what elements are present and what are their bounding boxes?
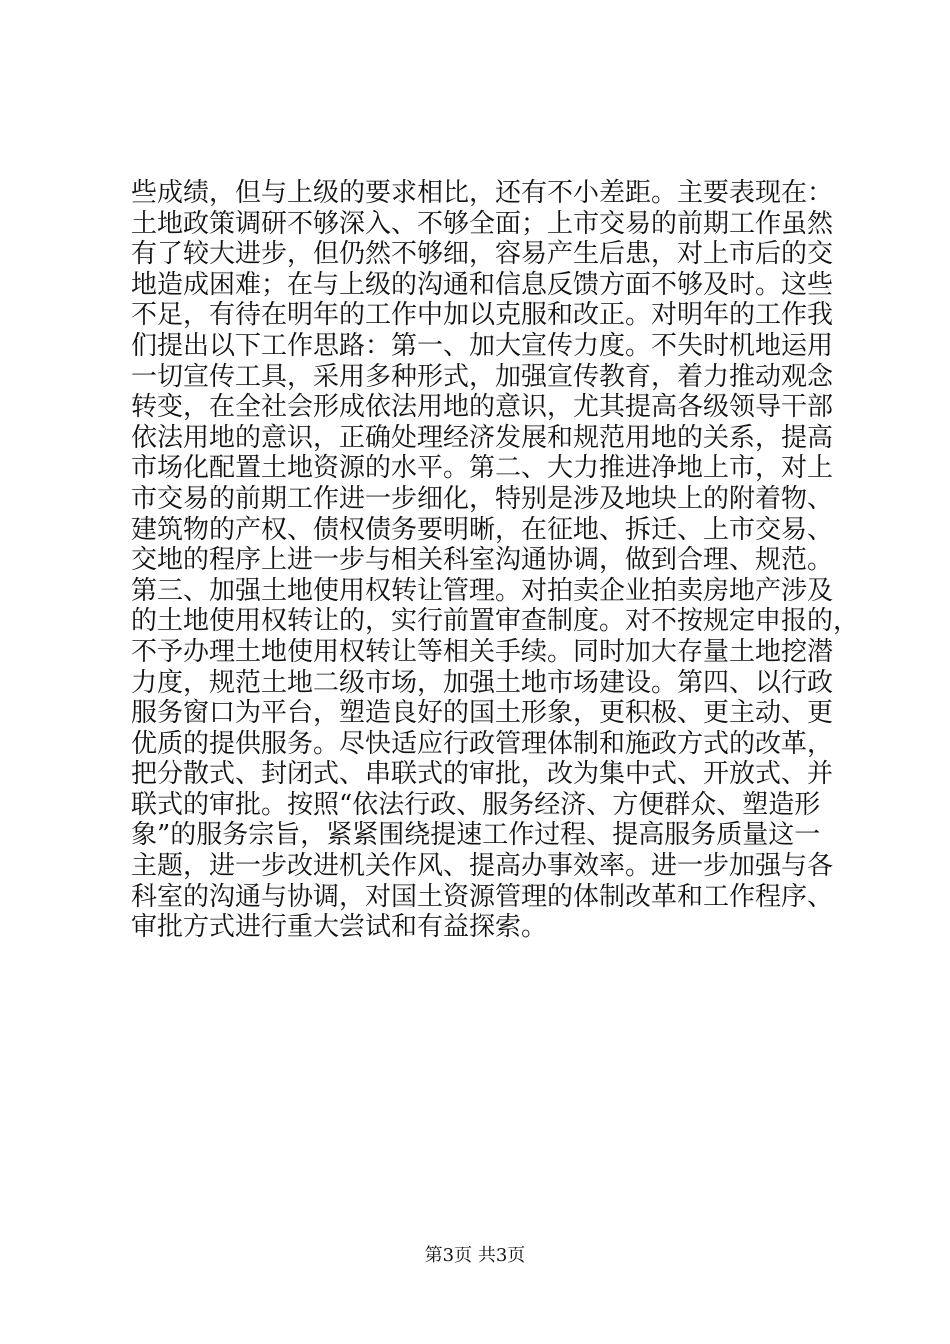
text-line: 优质的提供服务。尽快适应行政管理体制和施政方式的改革， — [131, 728, 834, 759]
page-number-footer: 第3页 共3页 — [424, 1245, 526, 1266]
text-line: 一切宣传工具，采用多种形式，加强宣传教育，着力推动观念 — [131, 361, 834, 392]
text-line: 的土地使用权转让的，实行前置审查制度。对不按规定申报的， — [131, 606, 860, 637]
text-line: 有了较大进步，但仍然不够细，容易产生后患，对上市后的交 — [131, 239, 834, 270]
text-line: 建筑物的产权、债权债务要明晰，在征地、拆迁、上市交易、 — [131, 514, 834, 545]
text-line: 审批方式进行重大尝试和有益探索。 — [131, 912, 548, 943]
text-line: 依法用地的意识，正确处理经济发展和规范用地的关系，提高 — [131, 422, 834, 453]
text-line: 些成绩，但与上级的要求相比，还有不小差距。主要表现在： — [131, 178, 834, 208]
text-line: 服务窗口为平台，塑造良好的国土形象，更积极、更主动、更 — [131, 698, 834, 729]
text-line: 们提出以下工作思路：第一、加大宣传力度。不失时机地运用 — [131, 330, 834, 361]
text-line: 联式的审批。按照“依法行政、服务经济、方便群众、塑造形 — [131, 789, 821, 820]
text-line: 力度，规范土地二级市场，加强土地市场建设。第四、以行政 — [131, 667, 834, 698]
body-paragraph — [131, 178, 860, 943]
text-line: 土地政策调研不够深入、不够全面；上市交易的前期工作虽然 — [131, 208, 834, 239]
text-line: 象”的服务宗旨，紧紧围绕提速工作过程、提高服务质量这一 — [131, 820, 821, 851]
text-line: 市场化配置土地资源的水平。第二、大力推进净地上市，对上 — [131, 453, 834, 484]
text-line: 转变，在全社会形成依法用地的意识，尤其提高各级领导干部 — [131, 392, 834, 423]
text-line: 不予办理土地使用权转让等相关手续。同时加大存量土地挖潜 — [131, 636, 834, 667]
text-line: 不足，有待在明年的工作中加以克服和改正。对明年的工作我 — [131, 300, 834, 331]
text-line: 第三、加强土地使用权转让管理。对拍卖企业拍卖房地产涉及 — [131, 575, 834, 606]
text-line: 主题，进一步改进机关作风、提高办事效率。进一步加强与各 — [131, 851, 834, 882]
text-line: 市交易的前期工作进一步细化，特别是涉及地块上的附着物、 — [131, 483, 834, 514]
text-line: 把分散式、封闭式、串联式的审批，改为集中式、开放式、并 — [131, 759, 834, 790]
text-line: 交地的程序上进一步与相关科室沟通协调，做到合理、规范。 — [131, 545, 834, 576]
text-line: 地造成困难；在与上级的沟通和信息反馈方面不够及时。这些 — [131, 269, 834, 300]
text-line: 科室的沟通与协调，对国土资源管理的体制改革和工作程序、 — [131, 881, 834, 912]
